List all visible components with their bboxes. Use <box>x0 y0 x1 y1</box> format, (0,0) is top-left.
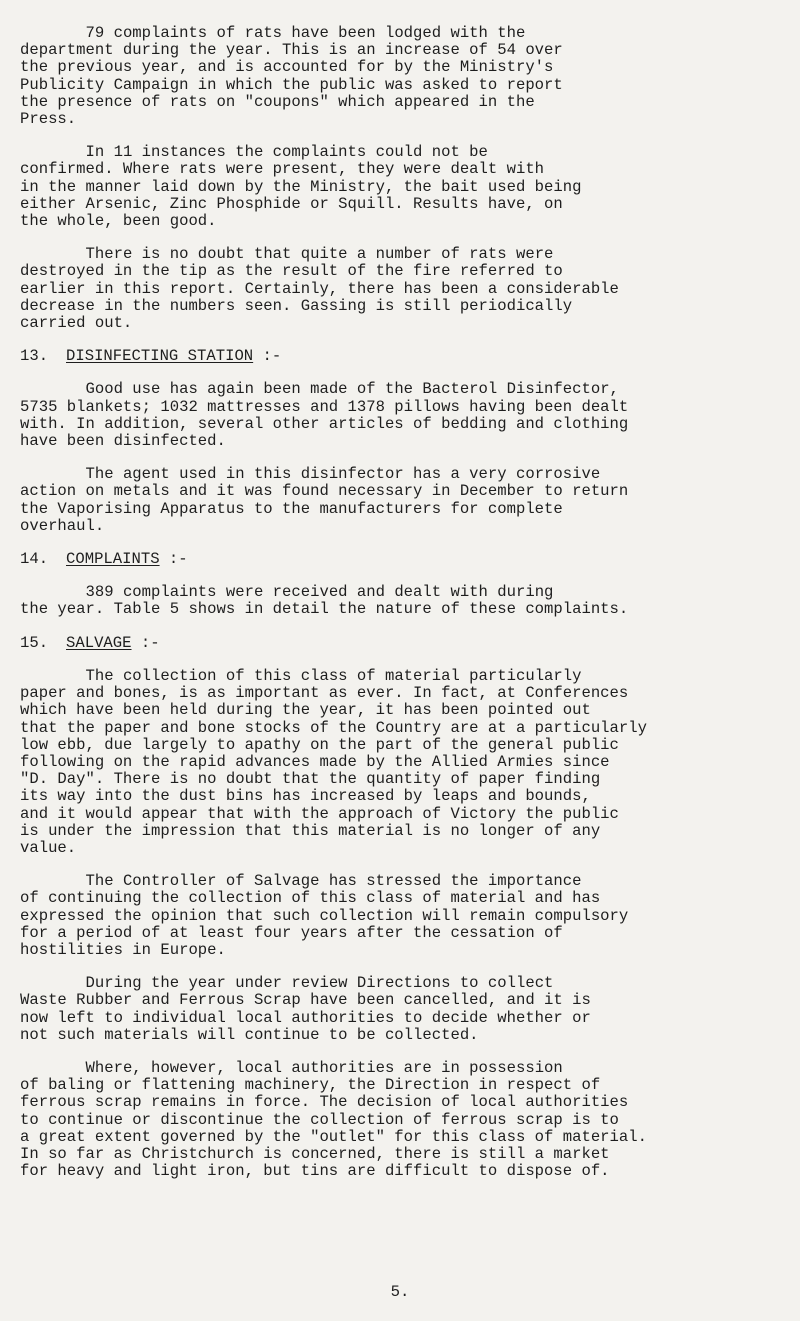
paragraph <box>20 873 788 959</box>
text-line: in the manner laid down by the Ministry, the bait used being <box>20 177 582 196</box>
text-line: its way into the dust bins has increased by leaps and bounds, <box>20 787 591 806</box>
paragraph <box>20 144 788 230</box>
text-line: a great extent governed by the "outlet" for this class of material. <box>20 1127 647 1146</box>
text-line: Good use has again been made of the Bacterol Disinfector, <box>20 380 619 399</box>
text-line: have been disinfected. <box>20 432 226 451</box>
text-line: the presence of rats on "coupons" which appeared in the <box>20 92 535 111</box>
paragraph <box>20 975 788 1044</box>
text-line: destroyed in the tip as the result of the fire referred to <box>20 262 563 281</box>
text-line: action on metals and it was found necessary in December to return <box>20 482 629 501</box>
text-line: is under the impression that this material is no longer of any <box>20 821 601 840</box>
text-line: Publicity Campaign in which the public was asked to report <box>20 75 563 94</box>
paragraph <box>20 668 788 857</box>
text-line: carried out. <box>20 314 133 333</box>
text-line: for a period of at least four years after the cessation of <box>20 923 563 942</box>
text-line: During the year under review Directions to collect <box>20 974 554 993</box>
text-line: Where, however, local authorities are in possession <box>20 1058 563 1077</box>
text-line: 79 complaints of rats have been lodged with the <box>20 24 526 42</box>
section-title-suffix: :- <box>253 347 282 366</box>
text-line: for heavy and light iron, but tins are difficult to dispose of. <box>20 1162 610 1181</box>
text-line: Waste Rubber and Ferrous Scrap have been cancelled, and it is <box>20 991 591 1010</box>
text-line: Press. <box>20 110 77 129</box>
paragraph <box>20 584 788 618</box>
text-line: following on the rapid advances made by the Allied Armies since <box>20 752 610 771</box>
section-heading <box>20 635 788 652</box>
text-line: The Controller of Salvage has stressed the importance <box>20 872 582 891</box>
text-line: not such materials will continue to be collected. <box>20 1025 479 1044</box>
text-line: The agent used in this disinfector has a very corrosive <box>20 465 601 484</box>
text-line: either Arsenic, Zinc Phosphide or Squill. Results have, on <box>20 194 563 213</box>
text-line: paper and bones, is as important as ever. In fact, at Conferences <box>20 684 629 703</box>
text-line: expressed the opinion that such collection will remain compulsory <box>20 906 629 925</box>
section-heading <box>20 551 788 568</box>
text-line: to continue or discontinue the collection of ferrous scrap is to <box>20 1110 619 1129</box>
text-line: and it would appear that with the approach of Victory the public <box>20 804 619 823</box>
paragraph <box>20 381 788 450</box>
text-line: confirmed. Where rats were present, they were dealt with <box>20 160 545 179</box>
text-line: 5735 blankets; 1032 mattresses and 1378 pillows having been dealt <box>20 397 629 416</box>
section-heading <box>20 348 788 365</box>
text-line: The collection of this class of material particularly <box>20 666 582 685</box>
text-line: earlier in this report. Certainly, there has been a considerable <box>20 279 619 298</box>
section-title: SALVAGE <box>66 633 132 652</box>
paragraph <box>20 246 788 332</box>
text-line: "D. Day". There is no doubt that the quantity of paper finding <box>20 770 601 789</box>
document-page <box>20 25 788 1196</box>
text-line: ferrous scrap remains in force. The decision of local authorities <box>20 1093 629 1112</box>
text-line: the previous year, and is accounted for by the Ministry's <box>20 58 554 77</box>
text-line: low ebb, due largely to apathy on the part of the general public <box>20 735 619 754</box>
section-number: 14. <box>20 550 49 569</box>
section-title-suffix: :- <box>131 633 160 652</box>
text-line: hostilities in Europe. <box>20 940 226 959</box>
text-line: decrease in the numbers seen. Gassing is still periodically <box>20 296 573 315</box>
text-line: of baling or flattening machinery, the Direction in respect of <box>20 1076 601 1095</box>
text-line: of continuing the collection of this class of material and has <box>20 889 601 908</box>
page-number: 5. <box>390 1283 410 1301</box>
section-title: COMPLAINTS <box>66 550 160 569</box>
paragraph <box>20 1060 788 1180</box>
text-line: overhaul. <box>20 516 105 535</box>
text-line: 389 complaints were received and dealt with during <box>20 583 554 602</box>
text-line: which have been held during the year, it has been pointed out <box>20 701 591 720</box>
text-line: the Vaporising Apparatus to the manufacturers for complete <box>20 499 563 518</box>
text-line: the year. Table 5 shows in detail the nature of these complaints. <box>20 600 629 619</box>
text-line: department during the year. This is an increase of 54 over <box>20 41 563 60</box>
text-line: There is no doubt that quite a number of rats were <box>20 245 554 264</box>
text-line: that the paper and bone stocks of the Country are at a particularly <box>20 718 647 737</box>
text-line: with. In addition, several other articles of bedding and clothing <box>20 414 629 433</box>
section-number: 13. <box>20 347 49 366</box>
paragraph <box>20 25 788 128</box>
text-line: the whole, been good. <box>20 212 217 231</box>
text-line: now left to individual local authorities to decide whether or <box>20 1008 591 1027</box>
section-number: 15. <box>20 633 49 652</box>
paragraph <box>20 466 788 535</box>
section-title: DISINFECTING STATION <box>66 347 254 366</box>
section-title-suffix: :- <box>159 550 188 569</box>
text-line: value. <box>20 838 77 857</box>
text-line: In 11 instances the complaints could not be <box>20 143 488 162</box>
text-line: In so far as Christchurch is concerned, there is still a market <box>20 1144 610 1163</box>
